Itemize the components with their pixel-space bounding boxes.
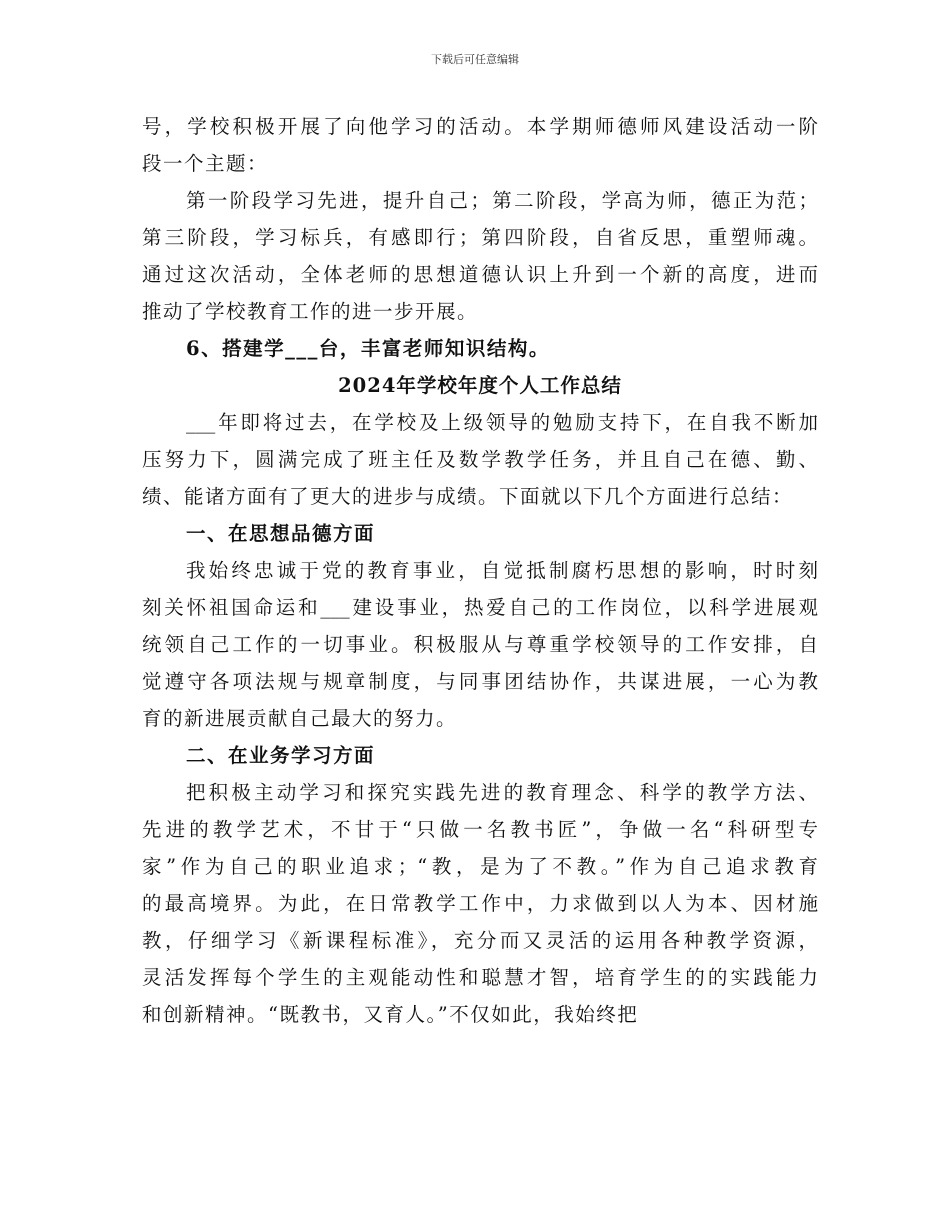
paragraph <box>142 108 818 182</box>
text-line: 灵活发挥每个学生的主观能动性和聪慧才智，培育学生的的实践能力 <box>142 966 818 989</box>
document-title <box>142 367 818 404</box>
text-line: 我始终忠诚于党的教育事业，自觉抵制腐朽思想的影响，时时刻 <box>186 559 818 582</box>
text-line: 绩、能诸方面有了更大的进步与成绩。下面就以下几个方面进行总结： <box>142 485 794 508</box>
text-line: 号，学校积极开展了向他学习的活动。本学期师德师风建设活动一阶 <box>142 115 818 138</box>
text-line: 推动了学校教育工作的进一步开展。 <box>142 300 479 323</box>
text-line: 通过这次活动，全体老师的思想道德认识上升到一个新的高度，进而 <box>142 263 818 286</box>
text-line: 第一阶段学习先进，提升自己；第二阶段，学高为师，德正为范； <box>186 189 818 212</box>
text-line: 一、在思想品德方面 <box>186 522 376 545</box>
paragraph <box>142 774 818 1033</box>
text-line: 和创新精神。“既教书，又育人。”不仅如此，我始终把 <box>142 1003 639 1026</box>
section-heading <box>142 515 818 552</box>
text-line: 统领自己工作的一切事业。积极服从与尊重学校领导的工作安排，自 <box>142 633 818 656</box>
text-line: 家”作为自己的职业追求；“教，是为了不教。”作为自己追求教育 <box>142 855 818 878</box>
section-heading <box>142 330 818 367</box>
paragraph <box>142 404 818 515</box>
text-line: 觉遵守各项法规与规章制度，与同事团结协作，共谋进展，一心为教 <box>142 670 818 693</box>
text-line: 教，仔细学习《新课程标准》，充分而又灵活的运用各种教学资源， <box>142 929 818 952</box>
text-line: 第三阶段，学习标兵，有感即行；第四阶段，自省反思，重塑师魂。 <box>142 226 818 249</box>
text-line: 二、在业务学习方面 <box>186 744 376 767</box>
section-heading <box>142 737 818 774</box>
text-line: 段一个主题： <box>142 152 269 175</box>
text-line: 6、搭建学___台，丰富老师知识结构。 <box>186 337 550 360</box>
paragraph <box>142 182 818 330</box>
text-line: 刻关怀祖国命运和___建设事业，热爱自己的工作岗位，以科学进展观 <box>142 596 818 619</box>
text-line: 先进的教学艺术，不甘于“只做一名教书匠”，争做一名“科研型专 <box>142 818 818 841</box>
text-line: 的最高境界。为此，在日常教学工作中，力求做到以人为本、因材施 <box>142 892 818 915</box>
text-line: 育的新进展贡献自己最大的努力。 <box>142 707 458 730</box>
text-line: ___年即将过去，在学校及上级领导的勉励支持下，在自我不断加 <box>186 411 818 434</box>
title-line: 2024年学校年度个人工作总结 <box>338 374 622 397</box>
page-header: 下载后可任意编辑 <box>431 53 519 66</box>
text-line: 把积极主动学习和探究实践先进的教育理念、科学的教学方法、 <box>186 781 818 804</box>
document-body <box>142 108 818 1033</box>
text-line: 压努力下，圆满完成了班主任及数学教学任务，并且自己在德、勤、 <box>142 448 818 471</box>
paragraph <box>142 552 818 737</box>
